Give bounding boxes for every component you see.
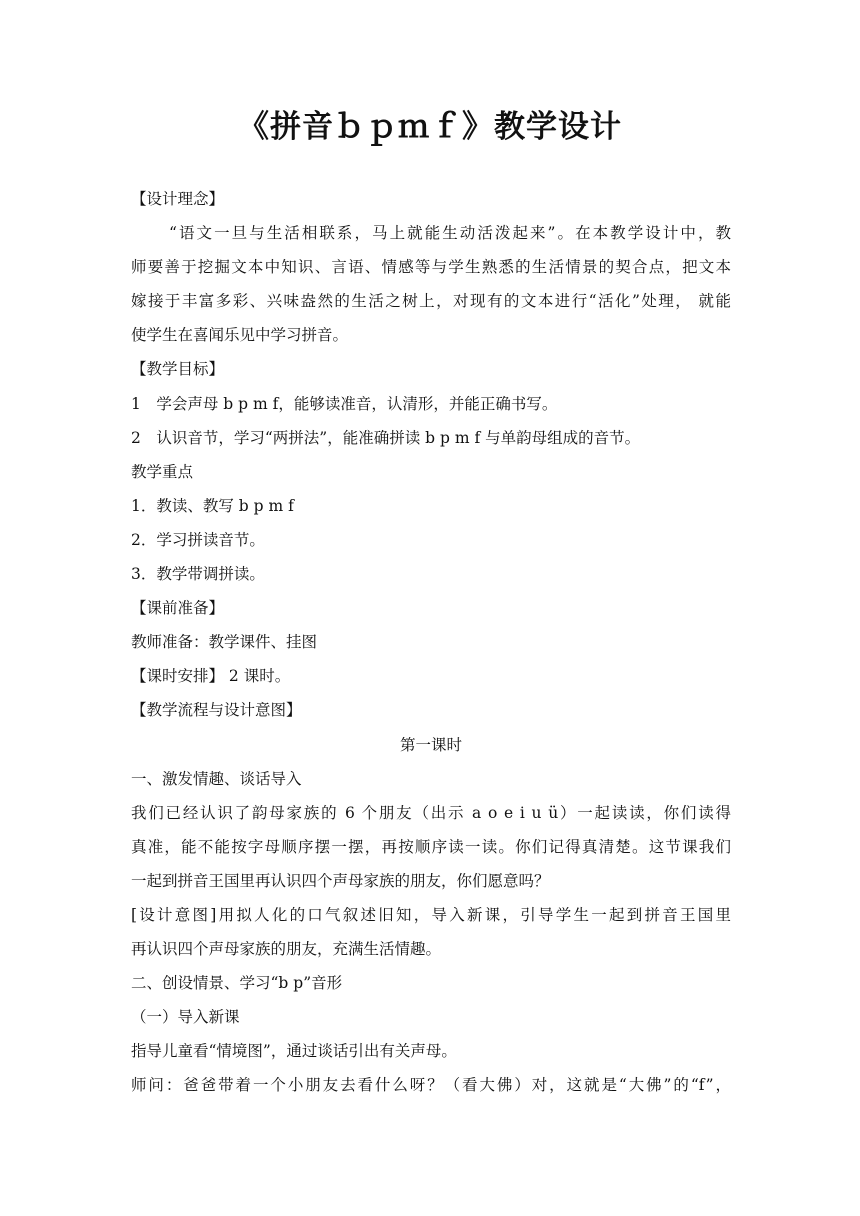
list-item: 1 学会声母 b p m f，能够读准音，认清形，并能正确书写。 — [131, 394, 558, 413]
paragraph-line: 师要善于挖掘文本中知识、言语、情感等与学生熟悉的生活情景的契合点，把文本 — [131, 258, 731, 277]
paragraph-line: 再认识四个声母家族的朋友，充满生活情趣。 — [131, 940, 442, 959]
subsection-heading: 一、激发情趣、谈话导入 — [131, 769, 302, 788]
section-heading-schedule: 【课时安排】 2 课时。 — [131, 667, 291, 686]
lesson-heading: 第一课时 — [399, 735, 462, 754]
paragraph-line: “语文一旦与生活相联系，马上就能生动活泼起来”。在本教学设计中，教 — [169, 224, 731, 243]
paragraph-line: 教师准备：教学课件、挂图 — [131, 633, 318, 652]
section-heading-preparation: 【课前准备】 — [131, 599, 225, 618]
subsection-heading: 二、创设情景、学习“b p”音形 — [131, 974, 343, 993]
paragraph-line: 使学生在喜闻乐见中学习拼音。 — [131, 326, 349, 345]
list-item: 3．教学带调拼读。 — [131, 565, 265, 584]
paragraph-line: 嫁接于丰富多彩、兴味盎然的生活之树上，对现有的文本进行“活化”处理， 就能 — [131, 292, 731, 311]
paragraph-line: 指导儿童看“情境图”，通过谈话引出有关声母。 — [131, 1042, 457, 1061]
paragraph-line: 一起到拼音王国里再认识四个声母家族的朋友，你们愿意吗？ — [131, 871, 550, 890]
document-body — [131, 182, 731, 1103]
paragraph-line: 真准，能不能按字母顺序摆一摆，再按顺序读一读。你们记得真清楚。这节课我们 — [131, 837, 731, 856]
list-item: 1．教读、教写 b p m f — [131, 496, 294, 515]
paragraph-line: 师问：爸爸带着一个小朋友去看什么呀？（看大佛）对，这就是“大佛”的“f”， — [131, 1076, 731, 1095]
section-heading-process: 【教学流程与设计意图】 — [131, 701, 302, 720]
list-item: 2．学习拼读音节。 — [131, 530, 265, 549]
list-item: 2 认识音节，学习“两拼法”，能准确拼读 b p m f 与单韵母组成的音节。 — [131, 428, 641, 447]
paragraph-line: 我们已经认识了韵母家族的 6 个朋友（出示 a o e i u ü）一起读读，你们读得 — [131, 803, 731, 822]
document-title: 《拼音ｂｐｍｆ》教学设计 — [238, 109, 622, 145]
paragraph-line: [设计意图]用拟人化的口气叙述旧知，导入新课，引导学生一起到拼音王国里 — [131, 905, 731, 924]
section-heading-key-points: 教学重点 — [131, 462, 194, 481]
subsection-heading: （一）导入新课 — [131, 1008, 240, 1027]
section-heading-design-concept: 【设计理念】 — [131, 190, 225, 208]
section-heading-teaching-goals: 【教学目标】 — [131, 360, 225, 379]
